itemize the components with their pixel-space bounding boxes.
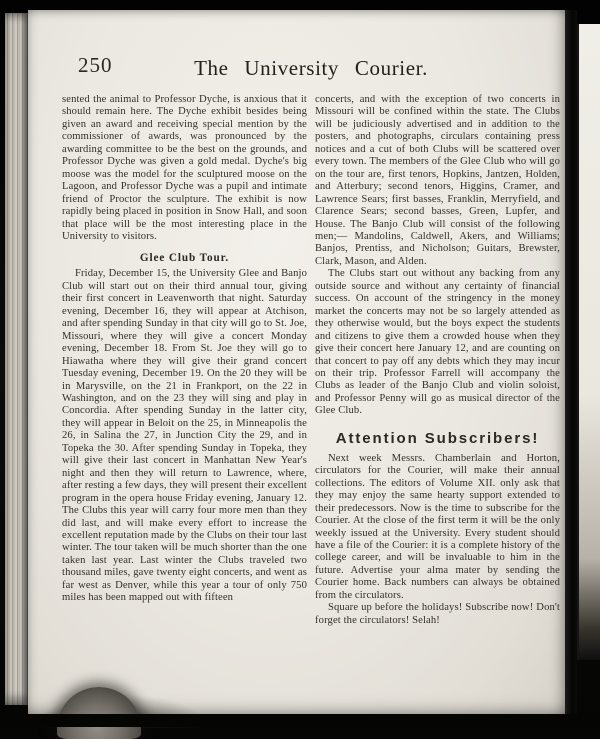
text-columns [62, 94, 560, 627]
page-number: 250 [78, 53, 113, 77]
paragraph-club-members: concerts, and with the exception of two concerts in Missouri will be confined within the state. The Clubs will be judiciously advertised and in addition to the posters, and photographs, circulars containing press notices and a cut of both Clubs will be scattered over every town. The members of the Glee Club who will go on the tour are, first tenors, Hopkins, Jantzen, Holden, and Atterbury; second tenors, Higgins, Cramer, and Lawrence Sears; first basses, Franklin, Merryfield, and Clarence Sears; second basses, Green, Lupfer, and House. The Banjo Club will consist of the following men;— Mandolins, Caldwell, Akers, and Williams; Banjos, Prentiss, and Nicholson; Guitars, Brewster, Clark, Mason, and Alden. [315, 94, 560, 267]
book-gutter-shadow [565, 10, 577, 715]
glee-club-tour-heading: Glee Club Tour. [139, 252, 230, 265]
paragraph-club-finances: The Clubs start out without any backing from any outside source and without any certainty of financial success. On account of the stringency in the money market the concerts may not be so largely attended as they otherwise would, but the boys expect the students and citizens to give them a crowded house when they give their concert here January 12, and are counting on that concert to pay off any debts which they may incur on their trip. Professor Farrell will accompany the Clubs as leader of the Banjo Club and violin soloist, and Professor Penny will go as musical director of the Glee Club. [315, 268, 560, 417]
adjacent-page-edge [577, 24, 600, 660]
page-header [62, 10, 560, 94]
book-fore-edge [5, 13, 28, 705]
printed-content [62, 10, 560, 627]
left-column [62, 94, 307, 627]
paragraph-tour-itinerary: Friday, December 15, the University Glee and Banjo Club will start out on their third annual tour, giving their first concert in Leavenworth that night. Saturday evening, December 16, they will appear at Atchison, and after spending Sunday in that city will go to St. Joe, Missouri, where they will give a concert Monday evening, December 18. From St. Joe they will go to Hiawatha where they will give their grand concert Tuesday evening, December 19. On the 20 they will be in Marysville, on the 21 in Frankport, on the 22 in Washington, and on the 23 they will sing and play in Concordia. After spending Sunday in the latter city, they will appear in Beloit on the 25, in Minneapolis the 26, in Salina the 27, in Junction City the 29, and in Topeka the 30. After spending Sunday in Topeka, they will give their last concert in Manhattan New Year's night and then they will return to Lawrence, where, after resting a few days, they will present their excellent program in the opera house Friday evening, January 12. The Clubs this year will carry four more men than they did last, and will make every effort to increase the excellent reputation made by the Clubs on their tour last winter. The tour taken will be much shorter than the one taken last year. Last winter the Clubs traveled two thousand miles, gave twenty eight concerts, and went as far west as Denver, while this year a tour of only 750 miles has been mapped out with fifteen [62, 268, 307, 604]
right-column [315, 94, 560, 627]
attention-subscribers-heading: Attention Subscribers! [335, 429, 540, 447]
page-title: The University Courier. [194, 56, 428, 80]
paragraph-closing: Square up before the holidays! Subscribe now! Don't forget the circulators! Selah! [315, 602, 560, 626]
photo-bottom-edge [0, 714, 600, 727]
paragraph-subscriptions: Next week Messrs. Chamberlain and Horton, circulators for the Courier, will make their annual collections. The editors of Volume XII. only ask that they may enjoy the same hearty support extended to their predecessors. Now is the time to subscribe for the Courier. At the close of the first term it will be the only weekly issued at the University. Every student should have a file of the Courier: it is a complete history of the college career, and will be invaluable to him in the future. Advertise your alma mater by sending the Courier home. Back numbers can always be obtained from the circulators. [315, 452, 560, 601]
paragraph-dyche-exhibit: sented the animal to Professor Dyche, is anxious that it should remain here. The Dyche exhibit besides being given an award and receiving special mention by the commissioner of awards, was pronounced by the awarding committee to be the best on the grounds, and Professor Dyche was given a gold medal. Dyche's big moose was the model for the sculptured moose on the Lagoon, and Professor Dyche was a pupil and intimate friend of Proctor the sculpture. The exhibit is now rapidly being placed in position in Snow Hall, and soon that place will be the most interesting place in the University to visitors. [62, 94, 307, 242]
